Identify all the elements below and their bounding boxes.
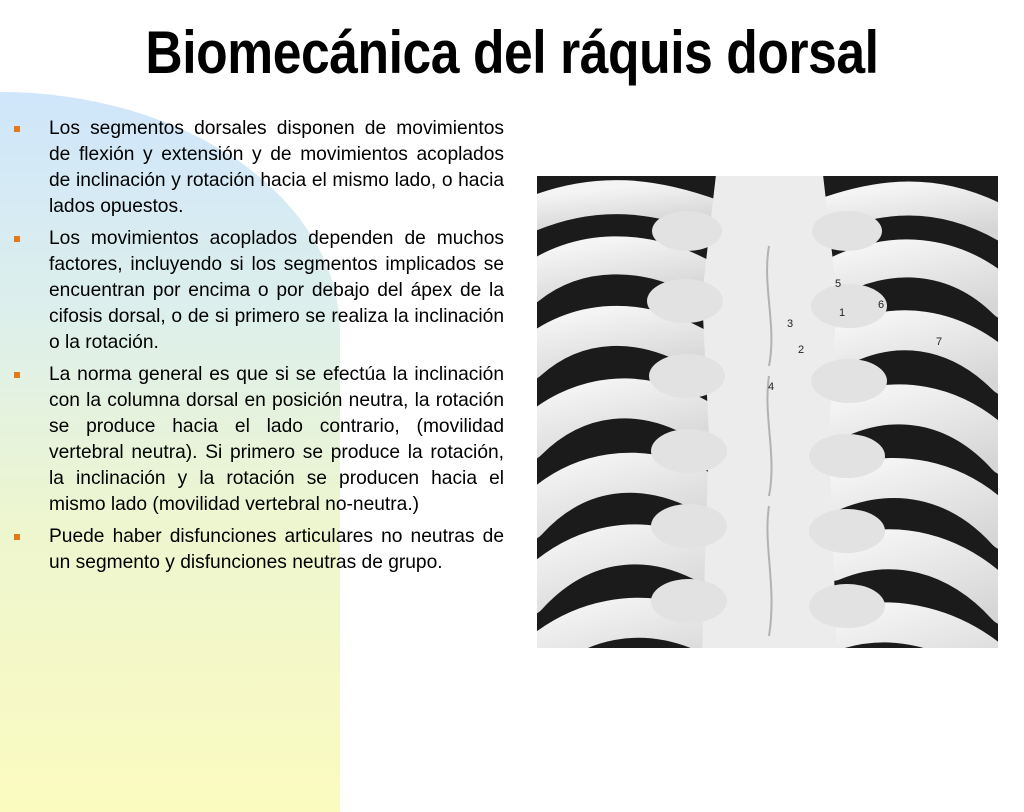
square-bullet-icon <box>14 236 20 242</box>
square-bullet-icon <box>14 534 20 540</box>
label-7: 7 <box>936 336 943 348</box>
thoracic-spine-illustration <box>537 176 998 648</box>
label-5: 5 <box>835 278 842 290</box>
thoracic-spine-image <box>537 176 998 648</box>
bullet-item <box>14 362 504 518</box>
bullet-text: Puede haber disfunciones articulares no neutras de un segmento y disfunciones neutras de grupo. <box>49 526 504 573</box>
label-1: 1 <box>839 307 846 319</box>
bullet-item <box>14 116 504 220</box>
label-4: 4 <box>768 381 775 393</box>
bullet-item <box>14 524 504 576</box>
bullet-item <box>14 226 504 356</box>
slide-title: Biomecánica del ráquis dorsal <box>145 19 879 86</box>
label-2: 2 <box>798 344 805 356</box>
square-bullet-icon <box>14 126 20 132</box>
bullet-text: Los movimientos acoplados dependen de muchos factores, incluyendo si los segmentos implicados se encuentran por encima o por debajo del ápex de la cifosis dorsal, o de si primero se realiza la inclinación o la rotación. <box>49 228 504 353</box>
bullet-text: Los segmentos dorsales disponen de movimientos de flexión y extensión y de movimientos acoplados de inclinación y rotación hacia el mismo lado, o hacia lados opuestos. <box>49 118 504 217</box>
label-6: 6 <box>878 299 885 311</box>
label-3: 3 <box>787 318 794 330</box>
bullet-text: La norma general es que si se efectúa la inclinación con la columna dorsal en posición neutra, la rotación se produce hacia el lado contrario, (movilidad vertebral neutra). Si primero se produce la rotación, la inclinación y la rotación se producen hacia el mismo lado (movilidad vertebral no-neutra.) <box>49 364 504 515</box>
bullet-list <box>14 116 504 582</box>
square-bullet-icon <box>14 372 20 378</box>
